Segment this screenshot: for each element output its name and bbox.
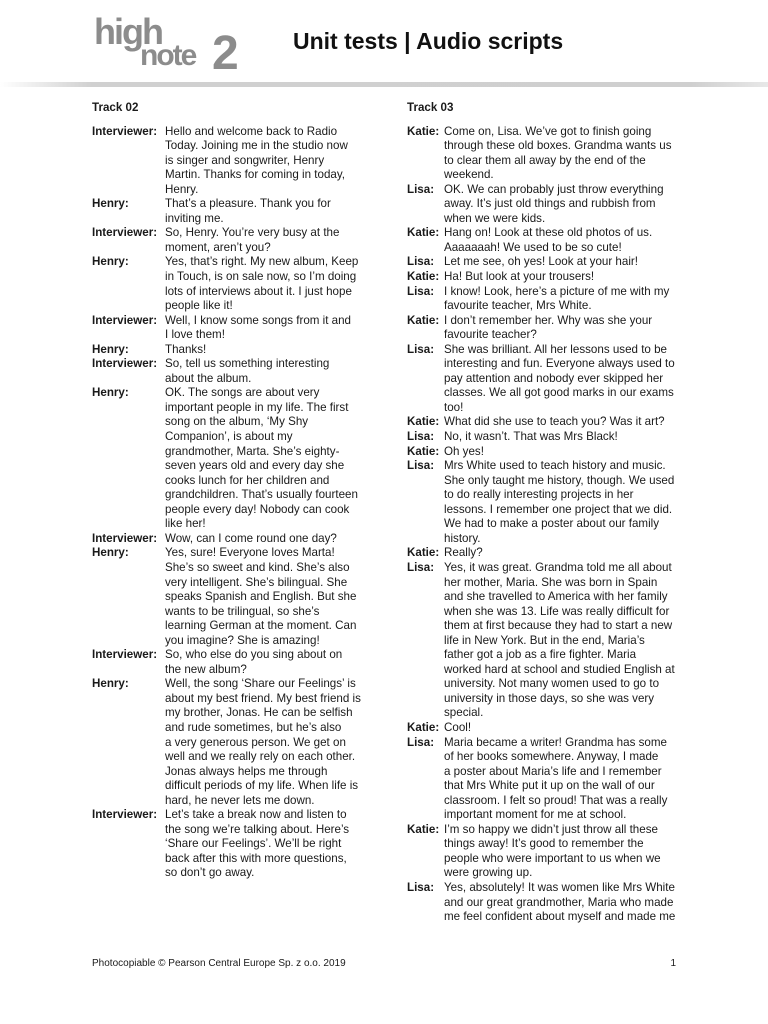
speaker-name: Katie: [407, 415, 440, 429]
speech-line: Yes, sure! Everyone loves Marta! [165, 546, 335, 560]
speech-line: I know! Look, here’s a picture of me with my [444, 284, 670, 298]
speaker-label: Lisa [407, 430, 431, 444]
speech-text [444, 721, 471, 736]
speaker-label: Katie [407, 124, 436, 138]
speech-text [165, 546, 356, 648]
speech-text [444, 343, 675, 416]
speaker-label: Katie [407, 226, 436, 240]
speech-line: so don’t go away. [165, 866, 255, 880]
speech-line: Well, the song ‘Share our Feelings’ is [165, 677, 356, 691]
speech-line: too! [444, 400, 464, 414]
speech-line: Hang on! Look at these old photos of us. [444, 226, 653, 240]
speech-line: pay attention and nobody ever skipped her [444, 371, 664, 385]
speech-line: She only taught me history, though. We used [444, 473, 675, 487]
speech-line: in Touch, is on sale now, so I’m doing [165, 270, 357, 284]
speech-line: is singer and songwriter, Henry [165, 153, 325, 167]
speaker-name: Henry: [92, 197, 129, 211]
speaker-label: Henry [92, 546, 125, 560]
speech-line: about the album. [165, 371, 252, 385]
speaker-name: Interviewer: [92, 531, 158, 545]
logo-word-high: high [94, 11, 162, 52]
speaker-label: Lisa [407, 880, 431, 894]
speaker-label: Katie [407, 720, 436, 734]
speaker-name: Henry: [92, 546, 129, 560]
speaker-label: Katie [407, 822, 436, 836]
dialogue-turn [407, 343, 677, 416]
dialogue-turn [92, 386, 374, 531]
dialogue-turn [92, 357, 374, 386]
speaker-name: Henry: [92, 386, 129, 400]
speech-line: and our great grandmother, Maria who made [444, 895, 674, 909]
speech-line: father got a job as a fire fighter. Maria [444, 648, 637, 662]
speech-line: That’s a pleasure. Thank you for [165, 197, 331, 211]
dialogue-turn [407, 415, 677, 430]
speech-text [444, 415, 665, 430]
speech-line: important moment for me at school. [444, 808, 627, 822]
speech-line: back after this with more questions, [165, 851, 347, 865]
dialogue-turn [407, 823, 677, 881]
speech-line: classroom. I felt so proud! That was a really [444, 793, 668, 807]
speech-line: seven years old and every day she [165, 459, 345, 473]
logo-word-note: note [140, 39, 196, 72]
speech-line: Thanks! [165, 342, 207, 356]
speech-line: No, it wasn’t. That was Mrs Black! [444, 430, 618, 444]
speech-text [444, 285, 669, 314]
speech-line: the song we’re talking about. Here’s [165, 822, 350, 836]
dialogue-turn [407, 125, 677, 183]
speaker-label: Katie [407, 313, 436, 327]
speaker-name: Katie: [407, 444, 440, 458]
speech-line: She’s so sweet and kind. She’s also [165, 560, 350, 574]
speech-text [165, 314, 351, 343]
speaker-label: Lisa [407, 284, 431, 298]
speech-line: Aaaaaaah! We used to be so cute! [444, 240, 622, 254]
speech-line: away. It’s just old things and rubbish from [444, 197, 656, 211]
speech-text [444, 445, 484, 460]
dialogue-turn [92, 226, 374, 255]
speech-line: Cool! [444, 720, 472, 734]
speech-line: about my best friend. My best friend is [165, 691, 361, 705]
dialogue-turn [407, 270, 677, 285]
speaker-name: Interviewer: [92, 124, 158, 138]
speech-line: We had to make a poster about our family [444, 517, 660, 531]
speech-text [444, 125, 672, 183]
track-03-column [407, 101, 677, 925]
speaker-name: Lisa: [407, 430, 435, 444]
speaker-name: Lisa: [407, 880, 435, 894]
speech-line: I’m so happy we didn’t just throw all these [444, 822, 658, 836]
speech-text [444, 430, 618, 445]
speech-line: you imagine? She is amazing! [165, 633, 320, 647]
speaker-name: Katie: [407, 546, 440, 560]
speech-line: I love them! [165, 328, 225, 342]
dialogue-turn [92, 343, 374, 358]
dialogue-turn [92, 648, 374, 677]
speech-line: me feel confident about myself and made me [444, 910, 676, 924]
speech-line: to do really interesting projects in her [444, 488, 634, 502]
speech-line: well and we really rely on each other. [165, 750, 356, 764]
speech-text [165, 125, 348, 198]
speech-text [165, 648, 342, 677]
speech-line: of her books somewhere. Anyway, I made [444, 750, 659, 764]
speaker-name: Interviewer: [92, 226, 158, 240]
dialogue-turn [407, 183, 677, 227]
speaker-label: Katie [407, 444, 436, 458]
speaker-label: Lisa [407, 735, 431, 749]
speaker-label: Katie [407, 415, 436, 429]
speech-line: Come on, Lisa. We’ve got to finish going [444, 124, 652, 138]
speech-line: things away! It’s good to remember the [444, 837, 644, 851]
speech-line: when we were kids. [444, 211, 546, 225]
speech-line: She was brilliant. All her lessons used to be [444, 342, 667, 356]
page-number: 1 [670, 958, 676, 969]
speech-text [444, 881, 675, 925]
dialogue-turn [407, 736, 677, 823]
speech-line: Oh yes! [444, 444, 484, 458]
speech-line: Martin. Thanks for coming in today, [165, 168, 345, 182]
speech-line: through these old boxes. Grandma wants us [444, 139, 672, 153]
speech-line: ‘Share our Feelings’. We’ll be right [165, 837, 342, 851]
speech-line: life in New York. But in the end, Maria’s [444, 633, 645, 647]
speaker-name: Interviewer: [92, 357, 158, 371]
speech-line: Ha! But look at your trousers! [444, 270, 595, 284]
speech-line: inviting me. [165, 211, 224, 225]
dialogue-turn [407, 459, 677, 546]
speaker-label: Lisa [407, 560, 431, 574]
speaker-label: Katie [407, 270, 436, 284]
speech-text [444, 823, 661, 881]
speech-line: Let’s take a break now and listen to [165, 808, 347, 822]
speech-text [165, 357, 329, 386]
speaker-name: Lisa: [407, 182, 435, 196]
speech-line: that Mrs White put it up on the wall of our [444, 779, 655, 793]
speech-line: to clear them all away by the end of the [444, 153, 646, 167]
dialogue-turn [92, 197, 374, 226]
speech-line: worked hard at school and studied English at [444, 662, 675, 676]
speech-line: cooks lunch for her children and [165, 473, 330, 487]
dialogue-turn [407, 226, 677, 255]
speech-line: hard, he never lets me down. [165, 793, 315, 807]
speech-line: special. [444, 706, 484, 720]
speech-text [165, 343, 206, 358]
dialogue-turn [92, 125, 374, 198]
speaker-label: Interviewer [92, 226, 154, 240]
speech-line: classes. We all got good marks in our exams [444, 386, 674, 400]
speech-line: So, Henry. You’re very busy at the [165, 226, 340, 240]
speaker-name: Henry: [92, 342, 129, 356]
speech-line: Jonas always helps me through [165, 764, 328, 778]
speaker-name: Katie: [407, 124, 440, 138]
speech-text [444, 459, 674, 546]
dialogue-turn [407, 881, 677, 925]
speech-text [444, 226, 652, 255]
speech-line: speaks Spanish and English. But she [165, 590, 357, 604]
speech-text [165, 677, 361, 808]
speaker-name: Interviewer: [92, 648, 158, 662]
speech-line: difficult periods of my life. When life is [165, 779, 359, 793]
speaker-name: Interviewer: [92, 313, 158, 327]
speech-line: when she was 13. Life was really difficult for [444, 604, 670, 618]
speaker-label: Interviewer [92, 357, 154, 371]
speech-text [165, 386, 358, 531]
speech-line: lessons. I remember one project that we did. [444, 502, 673, 516]
dialogue-turn [92, 532, 374, 547]
speech-line: weekend. [444, 168, 494, 182]
header-divider [0, 82, 768, 87]
speech-line: very intelligent. She’s bilingual. She [165, 575, 348, 589]
speaker-label: Lisa [407, 459, 431, 473]
dialogue-turn [407, 255, 677, 270]
track-heading: Track 02 [92, 101, 139, 114]
speech-text [444, 546, 483, 561]
speech-line: So, tell us something interesting [165, 357, 330, 371]
speaker-label: Interviewer [92, 124, 154, 138]
dialogue-turn [92, 314, 374, 343]
speech-line: history. [444, 531, 481, 545]
dialogue-turn [407, 430, 677, 445]
speaker-label: Interviewer [92, 648, 154, 662]
speech-text [165, 808, 349, 881]
speech-line: OK. The songs are about very [165, 386, 320, 400]
speech-text [444, 736, 667, 823]
speech-line: Yes, it was great. Grandma told me all about [444, 560, 672, 574]
speech-text [165, 226, 339, 255]
speaker-name: Henry: [92, 677, 129, 691]
speaker-label: Henry [92, 197, 125, 211]
speaker-label: Interviewer [92, 808, 154, 822]
speech-line: were growing up. [444, 866, 533, 880]
speaker-name: Katie: [407, 313, 440, 327]
speaker-label: Interviewer [92, 531, 154, 545]
speech-line: Well, I know some songs from it and [165, 313, 352, 327]
speaker-name: Lisa: [407, 459, 435, 473]
dialogue-turn [407, 561, 677, 721]
speech-line: Companion’, is about my [165, 430, 293, 444]
speech-line: Maria became a writer! Grandma has some [444, 735, 667, 749]
speaker-name: Lisa: [407, 560, 435, 574]
speech-line: wants to be trilingual, so she’s [165, 604, 320, 618]
speech-text [444, 270, 594, 285]
speaker-label: Interviewer [92, 313, 154, 327]
speech-text [165, 197, 331, 226]
speech-line: moment, aren’t you? [165, 240, 271, 254]
dialogue-turn [92, 546, 374, 648]
speech-line: university. Not many women used to go to [444, 677, 660, 691]
speaker-name: Katie: [407, 822, 440, 836]
speaker-name: Interviewer: [92, 808, 158, 822]
speech-line: Today. Joining me in the studio now [165, 139, 348, 153]
speech-line: Wow, can I come round one day? [165, 531, 337, 545]
speech-line: my brother, Jonas. He can be selfish [165, 706, 353, 720]
speech-line: a very generous person. We get on [165, 735, 346, 749]
speaker-name: Lisa: [407, 255, 435, 269]
speech-text [444, 561, 675, 721]
speech-line: people like it! [165, 299, 233, 313]
speech-line: lots of interviews about it. I just hope [165, 284, 352, 298]
speaker-name: Katie: [407, 226, 440, 240]
dialogue-turn [407, 314, 677, 343]
speech-line: I don’t remember her. Why was she your [444, 313, 653, 327]
speech-text [444, 314, 652, 343]
track-02-column [92, 101, 374, 881]
speech-line: learning German at the moment. Can [165, 619, 357, 633]
speech-text [444, 183, 664, 227]
dialogue-turn [407, 721, 677, 736]
speech-line: So, who else do you sing about on [165, 648, 343, 662]
speech-line: What did she use to teach you? Was it art? [444, 415, 665, 429]
speech-line: Yes, absolutely! It was women like Mrs White [444, 880, 675, 894]
speech-line: interesting and fun. Everyone always used to [444, 357, 675, 371]
speech-line: her mother, Maria. She was born in Spain [444, 575, 658, 589]
speech-line: a poster about Maria’s life and I remember [444, 764, 662, 778]
speech-line: Let me see, oh yes! Look at your hair! [444, 255, 638, 269]
speech-line: favourite teacher, Mrs White. [444, 299, 592, 313]
speaker-name: Lisa: [407, 342, 435, 356]
dialogue-turn [407, 546, 677, 561]
speaker-label: Henry [92, 255, 125, 269]
speech-text [165, 255, 358, 313]
speech-line: grandmother, Marta. She’s eighty- [165, 444, 340, 458]
speech-line: them at first because they had to start a new [444, 619, 673, 633]
speech-line: Really? [444, 546, 483, 560]
speaker-name: Katie: [407, 270, 440, 284]
speaker-label: Lisa [407, 342, 431, 356]
speech-text [165, 532, 337, 547]
speech-line: Henry. [165, 182, 199, 196]
speech-line: favourite teacher? [444, 328, 537, 342]
speaker-label: Lisa [407, 182, 431, 196]
speaker-name: Katie: [407, 720, 440, 734]
page-header [0, 0, 768, 84]
speaker-label: Katie [407, 546, 436, 560]
copyright-notice: Photocopiable © Pearson Central Europe Sp. z o.o. 2019 [92, 958, 346, 969]
speech-line: university in those days, so she was very [444, 691, 655, 705]
highnote-logo [94, 11, 254, 80]
speech-line: grandchildren. That’s usually fourteen [165, 488, 358, 502]
page-title: Unit tests | Audio scripts [293, 28, 564, 54]
speaker-label: Lisa [407, 255, 431, 269]
speech-line: the new album? [165, 662, 247, 676]
speaker-name: Henry: [92, 255, 129, 269]
dialogue-turn [92, 677, 374, 808]
dialogue-turn [407, 285, 677, 314]
logo-number: 2 [212, 27, 239, 80]
speech-line: important people in my life. The first [165, 400, 349, 414]
speaker-label: Henry [92, 386, 125, 400]
speech-line: and rude sometimes, but he’s also [165, 720, 342, 734]
dialogue-turn [92, 255, 374, 313]
track-heading: Track 03 [407, 101, 454, 114]
speech-line: song on the album, ‘My Shy [165, 415, 309, 429]
speech-line: Yes, that’s right. My new album, Keep [165, 255, 359, 269]
speech-line: Hello and welcome back to Radio [165, 124, 338, 138]
dialogue-turn [92, 808, 374, 881]
speech-text [444, 255, 638, 270]
speech-line: and she travelled to America with her family [444, 590, 668, 604]
speech-line: OK. We can probably just throw everything [444, 182, 664, 196]
speaker-label: Henry [92, 342, 125, 356]
speaker-name: Lisa: [407, 284, 435, 298]
dialogue-turn [407, 445, 677, 460]
speech-line: like her! [165, 517, 206, 531]
speaker-name: Lisa: [407, 735, 435, 749]
speech-line: people who were important to us when we [444, 851, 661, 865]
speech-line: people every day! Nobody can cook [165, 502, 350, 516]
speech-line: Mrs White used to teach history and music. [444, 459, 666, 473]
speaker-label: Henry [92, 677, 125, 691]
